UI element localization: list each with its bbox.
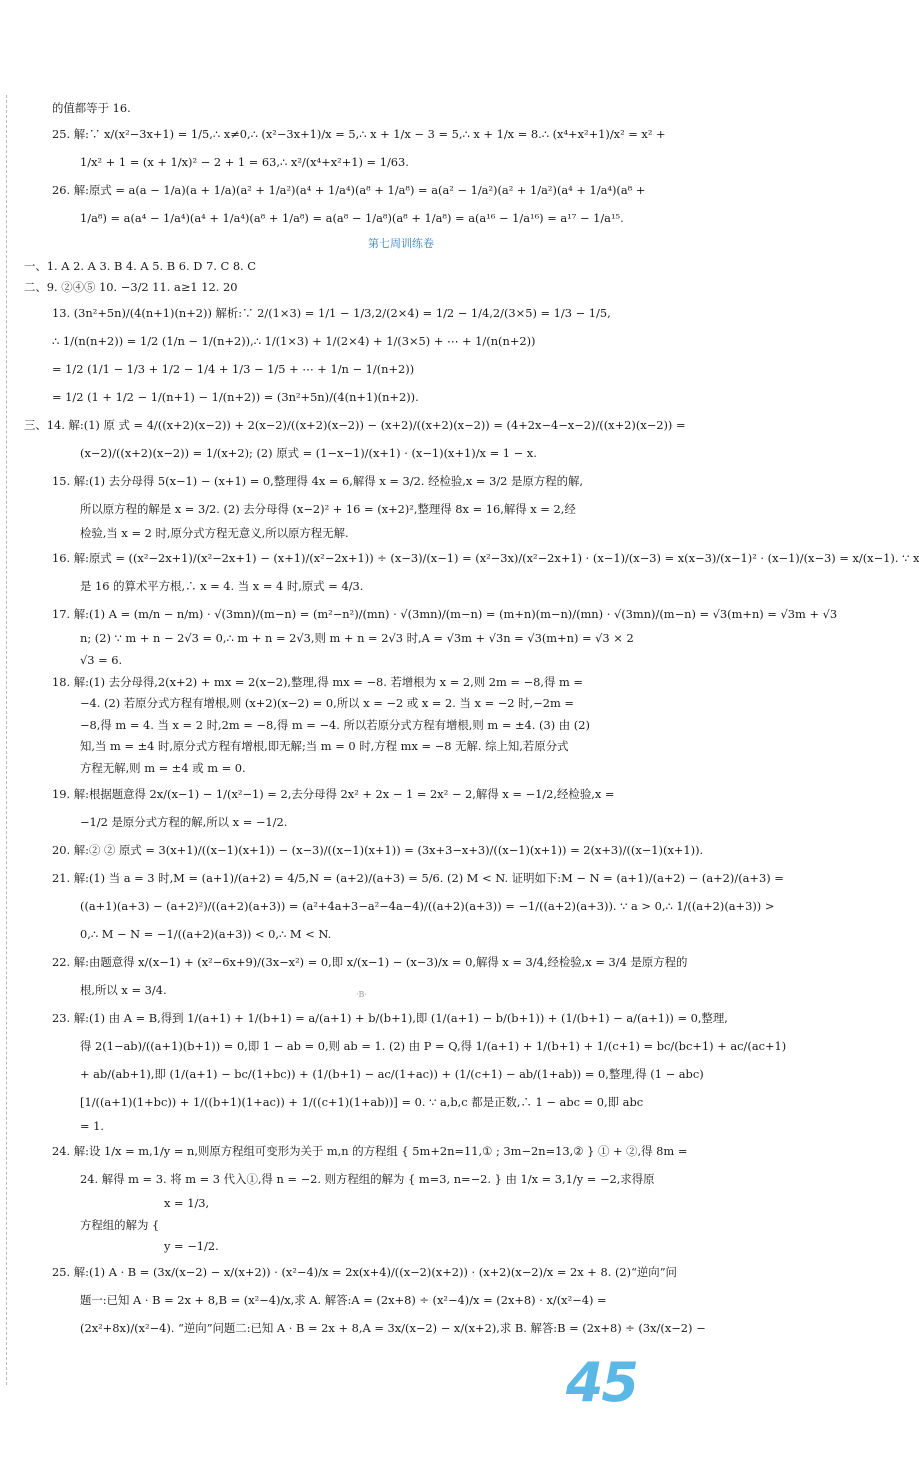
text-line: √3 = 6.	[80, 652, 123, 667]
text-line: = 1/2 (1/1 − 1/3 + 1/2 − 1/4 + 1/3 − 1/5 + ⋯ + 1/n − 1/(n+2))	[52, 361, 415, 376]
text-line: 22. 解:由题意得 x/(x−1) + (x²−6x+9)/(3x−x²) = 0,即 x/(x−1) − (x−3)/x = 0,解得 x = 3/4,经检验,x = 3/4 是原方程的	[52, 954, 688, 969]
text-line: −4. (2) 若原分式方程有增根,则 (x+2)(x−2) = 0,所以 x = −2 或 x = 2. 当 x = −2 时,−2m =	[80, 696, 574, 711]
text-line: = 1.	[80, 1118, 105, 1133]
text-line: 16. 解:原式 = ((x²−2x+1)/(x²−2x+1) − (x+1)/(x²−2x+1)) ÷ (x−3)/(x−1) = (x²−3x)/(x²−2x+1) · (x−1)/(x−3) = x(x−3)/(x−1)² · (x−1)/(x−3) = x/(x−1). ∵ x	[52, 551, 919, 566]
faint-stamp-mark: ·B·	[356, 990, 367, 999]
text-line: 根,所以 x = 3/4.	[80, 982, 167, 997]
text-line: = 1/2 (1 + 1/2 − 1/(n+1) − 1/(n+2)) = (3n²+5n)/(4(n+1)(n+2)).	[52, 389, 419, 404]
text-line: (2x²+8x)/(x²−4). “逆向”问题二:已知 A · B = 2x + 8,A = 3x/(x−2) − x/(x+2),求 B. 解答:B = (2x+8) ÷ (3x/(x−2) −	[80, 1320, 706, 1335]
text-line: 1/a⁸) = a(a⁴ − 1/a⁴)(a⁴ + 1/a⁴)(a⁸ + 1/a⁸) = a(a⁸ − 1/a⁸)(a⁸ + 1/a⁸) = a(a¹⁶ − 1/a¹⁶) = a¹⁷ − 1/a¹⁵.	[80, 210, 624, 225]
text-line: y = −1/2.	[164, 1239, 219, 1254]
binding-margin-line	[6, 95, 7, 1385]
text-line: 一、1. A 2. A 3. B 4. A 5. B 6. D 7. C 8. C	[24, 258, 257, 273]
text-line: 13. (3n²+5n)/(4(n+1)(n+2)) 解析:∵ 2/(1×3) = 1/1 − 1/3,2/(2×4) = 1/2 − 1/4,2/(3×5) = 1/3 − 1/5,	[52, 305, 611, 320]
text-line: −1/2 是原分式方程的解,所以 x = −1/2.	[80, 814, 288, 829]
text-line: 24. 解得 m = 3. 将 m = 3 代入①,得 n = −2. 则方程组的解为 { m=3, n=−2. } 由 1/x = 3,1/y = −2,求得原	[80, 1172, 655, 1187]
text-line: 24. 解:设 1/x = m,1/y = n,则原方程组可变形为关于 m,n 的方程组 { 5m+2n=11,① ; 3m−2n=13,② } ① + ②,得 8m =	[52, 1144, 688, 1159]
text-line: + ab/(ab+1),即 (1/(a+1) − bc/(1+bc)) + (1/(b+1) − ac/(1+ac)) + (1/(c+1) − ab/(1+ab)) = 0,整理,得 (1 − abc)	[80, 1066, 704, 1081]
text-line: 检验,当 x = 2 时,原分式方程无意义,所以原方程无解.	[80, 525, 349, 540]
text-line: 17. 解:(1) A = (m/n − n/m) · √(3mn)/(m−n) = (m²−n²)/(mn) · √(3mn)/(m−n) = (m+n)(m−n)/(mn) · √(3mn)/(m−n) = √3(m+n) = √3m + √3	[52, 607, 838, 622]
text-line: 方程组的解为 {	[80, 1217, 160, 1232]
text-line: 15. 解:(1) 去分母得 5(x−1) − (x+1) = 0,整理得 4x = 6,解得 x = 3/2. 经检验,x = 3/2 是原方程的解,	[52, 473, 584, 488]
text-line: 19. 解:根据题意得 2x/(x−1) − 1/(x²−1) = 2,去分母得 2x² + 2x − 1 = 2x² − 2,解得 x = −1/2,经检验,x =	[52, 786, 615, 801]
text-line: 题一:已知 A · B = 2x + 8,B = (x²−4)/x,求 A. 解答:A = (2x+8) ÷ (x²−4)/x = (2x+8) · x/(x²−4) =	[80, 1292, 607, 1307]
text-line: 18. 解:(1) 去分母得,2(x+2) + mx = 2(x−2),整理,得 mx = −8. 若增根为 x = 2,则 2m = −8,得 m =	[52, 674, 583, 689]
text-line: 25. 解:∵ x/(x²−3x+1) = 1/5,∴ x≠0,∴ (x²−3x+1)/x = 5,∴ x + 1/x − 3 = 5,∴ x + 1/x = 8.∴ (x⁴+x²+1)/x² = x² +	[52, 126, 666, 141]
answer-text	[24, 98, 919, 1342]
text-line: 的值都等于 16.	[52, 101, 131, 115]
text-line: 得 2(1−ab)/((a+1)(b+1)) = 0,即 1 − ab = 0,则 ab = 1. (2) 由 P = Q,得 1/(a+1) + 1/(b+1) + 1/(c+1) = bc/(bc+1) + ac/(ac+1)	[80, 1038, 787, 1053]
text-line: 20. 解:② ② 原式 = 3(x+1)/((x−1)(x+1)) − (x−3)/((x−1)(x+1)) = (3x+3−x+3)/((x−1)(x+1)) = 2(x+3)/((x−1)(x+1)).	[52, 842, 704, 857]
text-line: 21. 解:(1) 当 a = 3 时,M = (a+1)/(a+2) = 4/5,N = (a+2)/(a+3) = 5/6. (2) M < N. 证明如下:M − N = (a+1)/(a+2) − (a+2)/(a+3) =	[52, 870, 784, 885]
text-line: ((a+1)(a+3) − (a+2)²)/((a+2)(a+3)) = (a²+4a+3−a²−4a−4)/((a+2)(a+3)) = −1/((a+2)(a+3)). ∵ a > 0,∴ 1/((a+2)(a+3)) >	[80, 898, 775, 913]
text-line: 方程无解,则 m = ±4 或 m = 0.	[80, 760, 246, 775]
text-line: (x−2)/((x+2)(x−2)) = 1/(x+2); (2) 原式 = (1−x−1)/(x+1) · (x−1)(x+1)/x = 1 − x.	[80, 445, 537, 460]
section-title: 第七周训练卷	[368, 236, 434, 250]
text-line: ∴ 1/(n(n+2)) = 1/2 (1/n − 1/(n+2)),∴ 1/(1×3) + 1/(2×4) + 1/(3×5) + ⋯ + 1/(n(n+2))	[52, 333, 536, 348]
text-line: n; (2) ∵ m + n − 2√3 = 0,∴ m + n = 2√3,则 m + n = 2√3 时,A = √3m + √3n = √3(m+n) = √3 × 2	[80, 631, 634, 646]
page-number: 45	[565, 1351, 637, 1414]
text-line: 二、9. ②④⑤ 10. −3/2 11. a≥1 12. 20	[24, 280, 238, 295]
text-line: [1/((a+1)(1+bc)) + 1/((b+1)(1+ac)) + 1/((c+1)(1+ab))] = 0. ∵ a,b,c 都是正数,∴ 1 − abc = 0,即 abc	[80, 1094, 644, 1109]
text-line: 23. 解:(1) 由 A = B,得到 1/(a+1) + 1/(b+1) = a/(a+1) + b/(b+1),即 (1/(a+1) − b/(b+1)) + (1/(b+1) − a/(a+1)) = 0,整理,	[52, 1010, 728, 1025]
text-line: 三、14. 解:(1) 原 式 = 4/((x+2)(x−2)) + 2(x−2)/((x+2)(x−2)) − (x+2)/((x+2)(x−2)) = (4+2x−4−x−2)/((x+2)(x−2)) =	[24, 417, 686, 432]
text-line: 所以原方程的解是 x = 3/2. (2) 去分母得 (x−2)² + 16 = (x+2)²,整理得 8x = 16,解得 x = 2,经	[80, 501, 576, 516]
text-line: 0,∴ M − N = −1/((a+2)(a+3)) < 0,∴ M < N.	[80, 926, 332, 941]
text-line: x = 1/3,	[164, 1196, 210, 1211]
text-line: −8,得 m = 4. 当 x = 2 时,2m = −8,得 m = −4. 所以若原分式方程有增根,则 m = ±4. (3) 由 (2)	[80, 717, 590, 732]
text-line: 知,当 m = ±4 时,原分式方程有增根,即无解;当 m = 0 时,方程 mx = −8 无解. 综上知,若原分式	[80, 739, 569, 754]
text-line: 1/x² + 1 = (x + 1/x)² − 2 + 1 = 63,∴ x²/(x⁴+x²+1) = 1/63.	[80, 154, 409, 169]
text-line: 26. 解:原式 = a(a − 1/a)(a + 1/a)(a² + 1/a²)(a⁴ + 1/a⁴)(a⁸ + 1/a⁸) = a(a² − 1/a²)(a² + 1/a²)(a⁴ + 1/a⁴)(a⁸ +	[52, 182, 646, 197]
text-line: 25. 解:(1) A · B = (3x/(x−2) − x/(x+2)) · (x²−4)/x = 2x(x+4)/((x−2)(x+2)) · (x+2)(x−2)/x = 2x + 8. (2)“逆向”问	[52, 1264, 677, 1279]
text-line: 是 16 的算术平方根,∴ x = 4. 当 x = 4 时,原式 = 4/3.	[80, 579, 364, 594]
